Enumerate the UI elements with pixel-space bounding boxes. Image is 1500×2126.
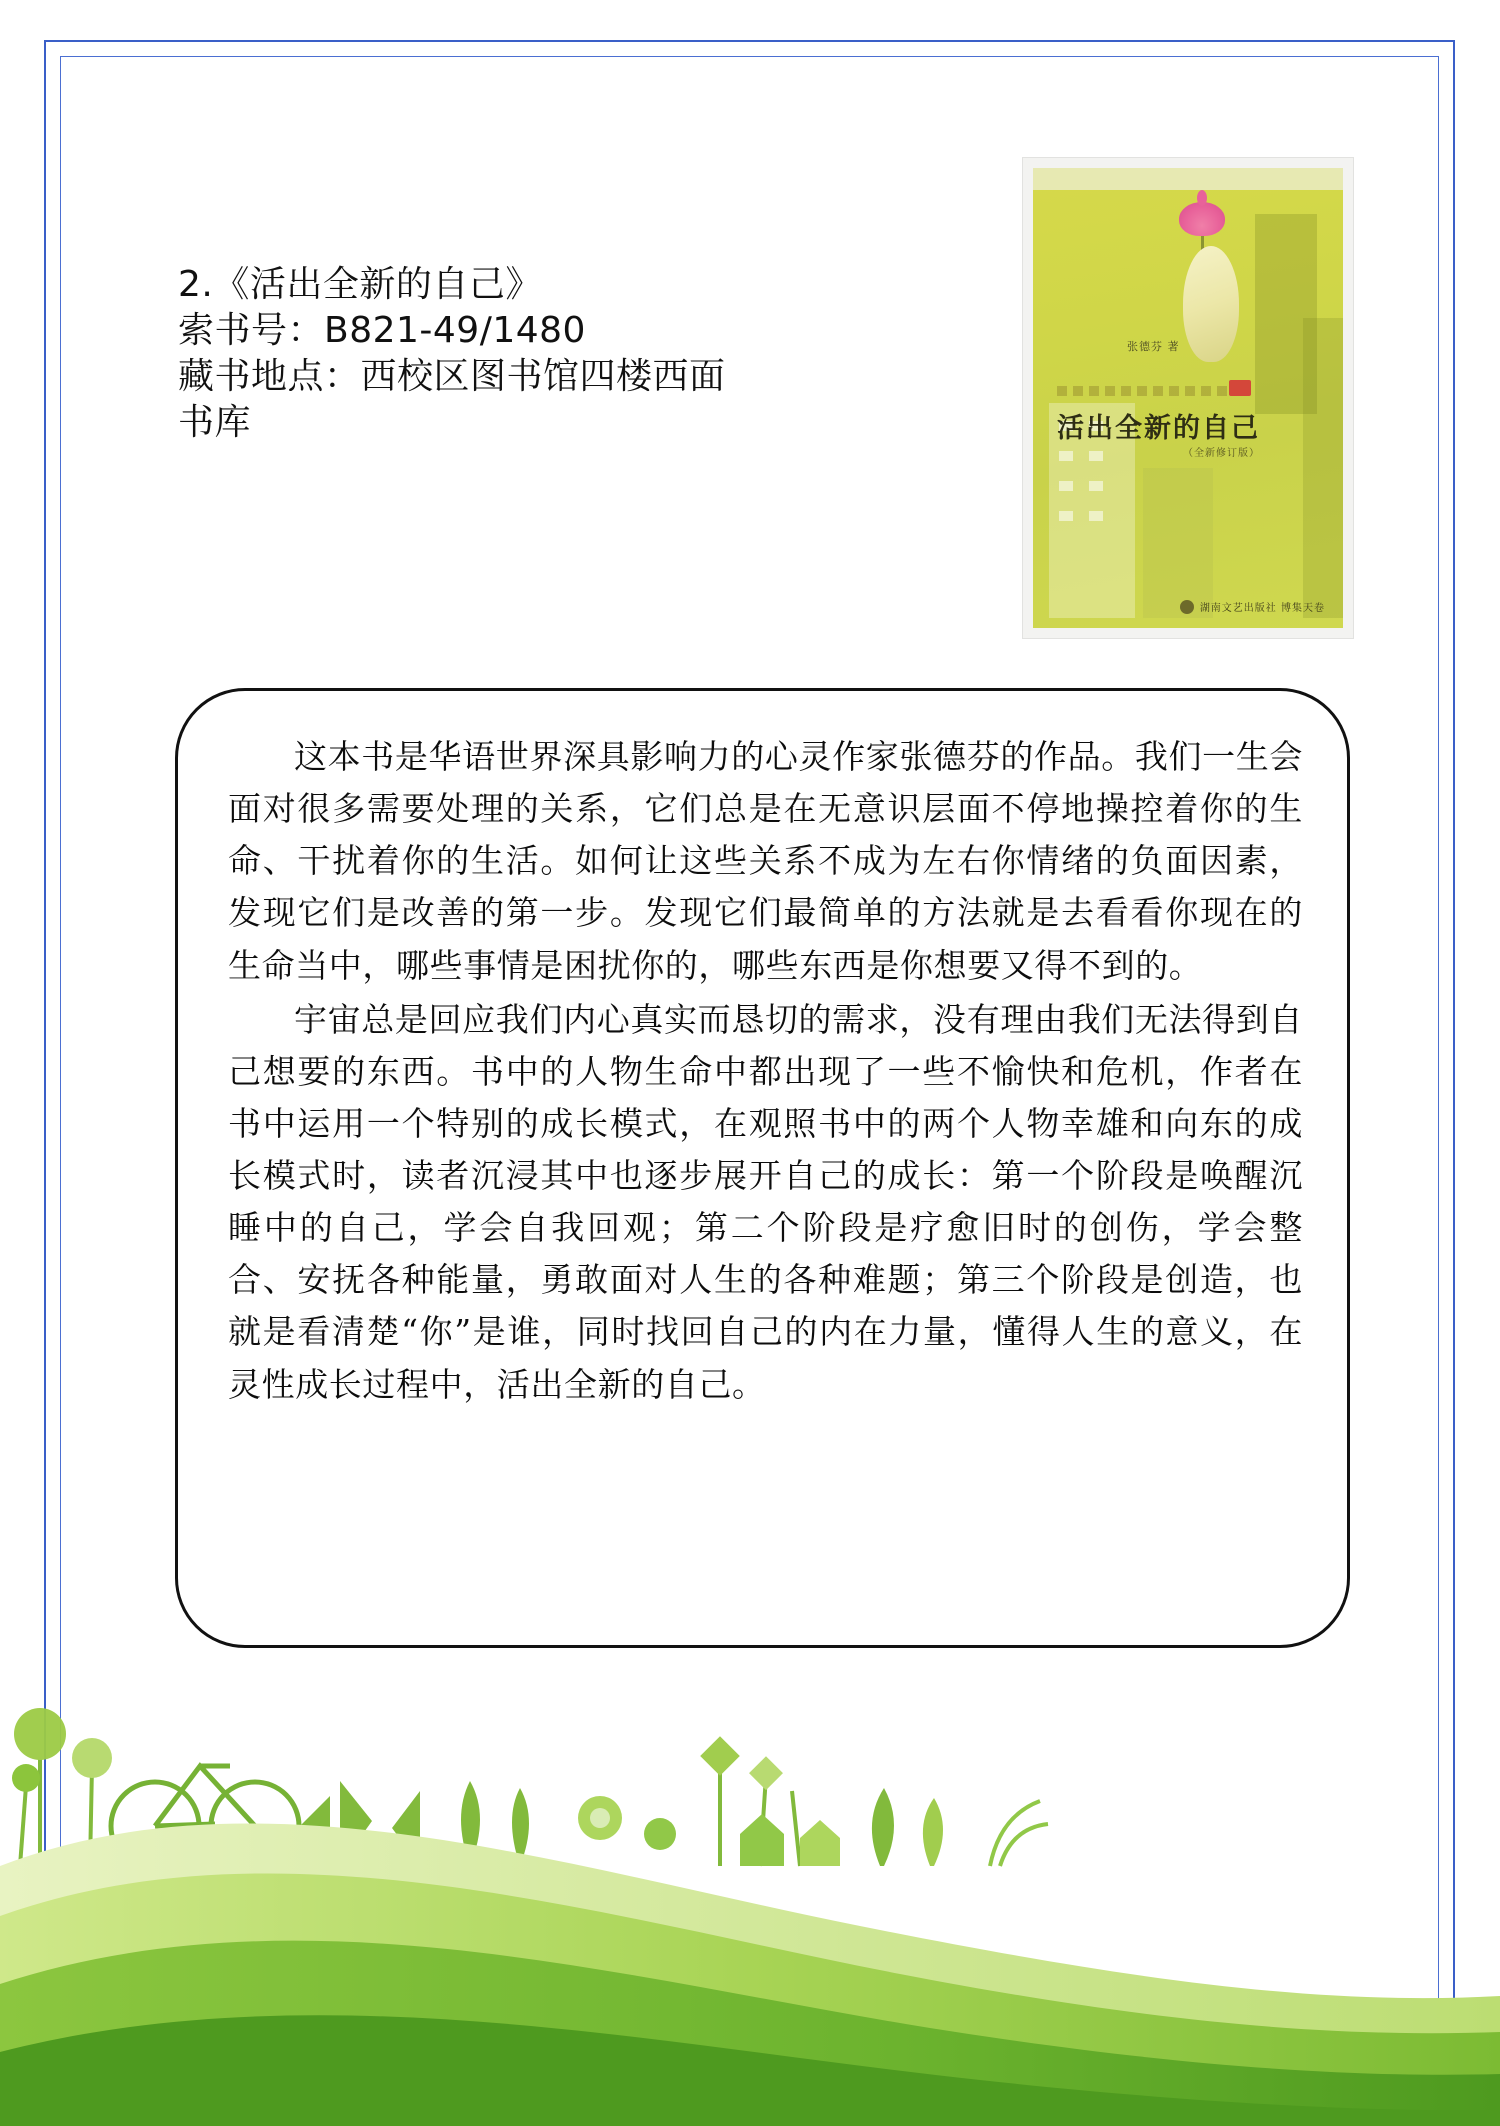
publisher-logo-icon xyxy=(1180,600,1194,614)
cover-building-b xyxy=(1303,318,1343,618)
cover-window xyxy=(1089,451,1103,461)
description-callout xyxy=(175,688,1350,1648)
description-paragraph-2: 宇宙总是回应我们内心真实而恳切的需求，没有理由我们无法得到自己想要的东西。书中的人物生命中都出现了一些不愉快和危机，作者在书中运用一个特别的成长模式，在观照书中的两个人物幸雄和向东的成长模式时，读者沉浸其中也逐步展开自己的成长：第一个阶段是唤醒沉睡中的自己，学会自我回观；第二个阶段是疗愈旧时的创伤，学会整合、安抚各种能量，勇敢面对人生的各种难题；第三个阶段是创造，也就是看清楚“你”是谁，同时找回自己的内在力量，懂得人生的意义，在灵性成长过程中，活出全新的自己。 xyxy=(228,999,1303,1404)
cover-window xyxy=(1059,481,1073,491)
book-info-block xyxy=(178,262,898,446)
cover-title-sub: （全新修订版） xyxy=(1183,448,1260,459)
cover-publisher xyxy=(1180,599,1325,614)
cover-badge xyxy=(1229,380,1251,396)
description-text xyxy=(228,731,1303,1413)
book-call-number: 索书号：B821-49/1480 xyxy=(178,310,586,352)
lotus-flower-icon xyxy=(1179,202,1225,236)
cover-window xyxy=(1089,481,1103,491)
book-entry-title: 2.《活出全新的自己》 xyxy=(178,264,542,305)
cover-title: 活出全新的自己 xyxy=(1057,413,1260,444)
cover-window xyxy=(1059,511,1073,521)
cover-building-d xyxy=(1143,468,1213,618)
cover-window xyxy=(1059,451,1073,461)
cover-top-band xyxy=(1033,168,1343,190)
book-cover-art xyxy=(1033,168,1343,628)
book-location-cont: 书库 xyxy=(178,402,252,444)
cover-bud-shape xyxy=(1183,246,1239,362)
cover-window xyxy=(1089,511,1103,521)
cover-series-line xyxy=(1057,386,1247,396)
cover-author: 张德芬 著 xyxy=(1127,340,1180,353)
description-paragraph-1: 这本书是华语世界深具影响力的心灵作家张德芬的作品。我们一生会面对很多需要处理的关系，它们总是在无意识层面不停地操控着你的生命、干扰着你的生活。如何让这些关系不成为左右你情绪的负面因素，发现它们是改善的第一步。发现它们最简单的方法就是去看看你现在的生命当中，哪些事情是困扰你的，哪些东西是你想要又得不到的。 xyxy=(228,737,1303,985)
publisher-name: 湖南文艺出版社 博集天卷 xyxy=(1199,603,1325,614)
book-cover-photo xyxy=(1023,158,1353,638)
book-location: 藏书地点：西校区图书馆四楼西面 xyxy=(178,356,726,398)
